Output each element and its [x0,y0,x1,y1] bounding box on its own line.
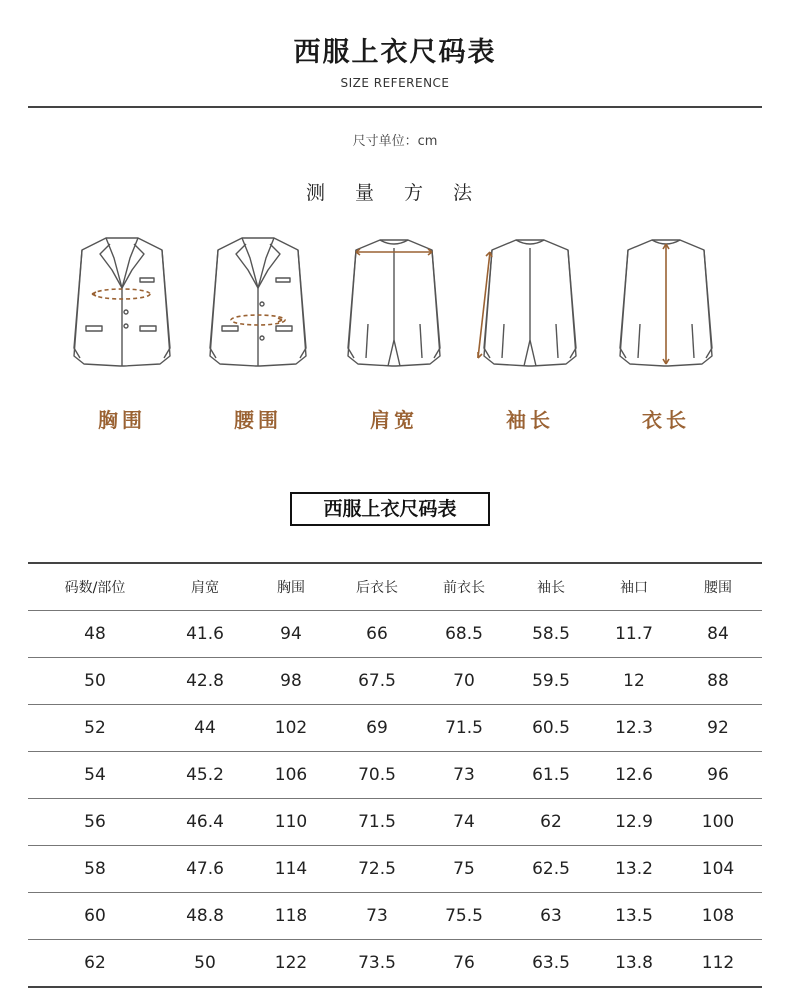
column-header: 肩宽 [162,563,248,611]
table-cell: 75.5 [420,893,508,940]
figure-label-chest: 胸围 [98,408,146,432]
column-header: 胸围 [248,563,334,611]
table-cell: 75 [420,846,508,893]
table-cell: 12.6 [594,752,674,799]
column-header: 前衣长 [420,563,508,611]
column-header: 袖口 [594,563,674,611]
jacket-shoulder-icon [334,228,454,378]
table-row [28,940,762,988]
table-row [28,846,762,893]
figure-label-length: 衣长 [642,408,690,432]
table-cell: 63 [508,893,594,940]
table-cell: 70.5 [334,752,420,799]
table-cell: 47.6 [162,846,248,893]
figure-label-shoulder: 肩宽 [370,408,418,432]
jacket-sleeve-icon [470,228,590,378]
table-row [28,658,762,705]
header-divider [28,106,762,108]
table-row [28,611,762,658]
table-cell: 118 [248,893,334,940]
column-header: 后衣长 [334,563,420,611]
table-cell: 13.5 [594,893,674,940]
table-cell: 68.5 [420,611,508,658]
table-cell: 61.5 [508,752,594,799]
table-cell: 50 [162,940,248,988]
table-cell: 54 [28,752,162,799]
table-cell: 73 [334,893,420,940]
table-cell: 92 [674,705,762,752]
table-cell: 52 [28,705,162,752]
table-cell: 50 [28,658,162,705]
table-cell: 12.9 [594,799,674,846]
table-cell: 76 [420,940,508,988]
table-cell: 96 [674,752,762,799]
table-cell: 98 [248,658,334,705]
table-cell: 63.5 [508,940,594,988]
table-cell: 112 [674,940,762,988]
table-cell: 74 [420,799,508,846]
table-cell: 58 [28,846,162,893]
table-cell: 58.5 [508,611,594,658]
table-cell: 13.2 [594,846,674,893]
table-cell: 114 [248,846,334,893]
unit-note: 尺寸单位：cm [352,134,438,149]
column-header: 袖长 [508,563,594,611]
table-cell: 88 [674,658,762,705]
table-cell: 108 [674,893,762,940]
table-cell: 11.7 [594,611,674,658]
table-cell: 94 [248,611,334,658]
table-title: 西服上衣尺码表 [290,492,490,526]
table-cell: 72.5 [334,846,420,893]
table-cell: 62.5 [508,846,594,893]
table-cell: 44 [162,705,248,752]
table-cell: 48 [28,611,162,658]
table-cell: 46.4 [162,799,248,846]
table-row [28,893,762,940]
page-subtitle: SIZE REFERENCE [340,76,450,90]
table-cell: 71.5 [420,705,508,752]
method-heading: 测 量 方 法 [305,182,485,204]
table-cell: 70 [420,658,508,705]
jacket-length-icon [606,228,726,378]
page-title: 西服上衣尺码表 [293,37,497,68]
table-cell: 13.8 [594,940,674,988]
figure-label-waist: 腰围 [234,408,282,432]
table-cell: 62 [28,940,162,988]
table-cell: 60.5 [508,705,594,752]
table-cell: 41.6 [162,611,248,658]
table-row [28,705,762,752]
table-row [28,752,762,799]
table-cell: 12 [594,658,674,705]
table-cell: 67.5 [334,658,420,705]
table-row [28,799,762,846]
table-cell: 66 [334,611,420,658]
jacket-chest-icon [62,228,182,378]
table-cell: 62 [508,799,594,846]
table-cell: 69 [334,705,420,752]
jacket-waist-icon [198,228,318,378]
size-table [28,562,762,988]
table-cell: 106 [248,752,334,799]
column-header: 码数/部位 [28,563,162,611]
table-cell: 59.5 [508,658,594,705]
table-cell: 48.8 [162,893,248,940]
table-cell: 110 [248,799,334,846]
table-cell: 84 [674,611,762,658]
column-header: 腰围 [674,563,762,611]
table-cell: 100 [674,799,762,846]
table-cell: 71.5 [334,799,420,846]
table-cell: 102 [248,705,334,752]
table-cell: 12.3 [594,705,674,752]
table-cell: 73 [420,752,508,799]
table-cell: 45.2 [162,752,248,799]
table-cell: 42.8 [162,658,248,705]
table-cell: 60 [28,893,162,940]
table-cell: 73.5 [334,940,420,988]
figure-label-sleeve: 袖长 [506,408,554,432]
table-header-row [28,563,762,611]
table-cell: 56 [28,799,162,846]
table-cell: 104 [674,846,762,893]
table-cell: 122 [248,940,334,988]
